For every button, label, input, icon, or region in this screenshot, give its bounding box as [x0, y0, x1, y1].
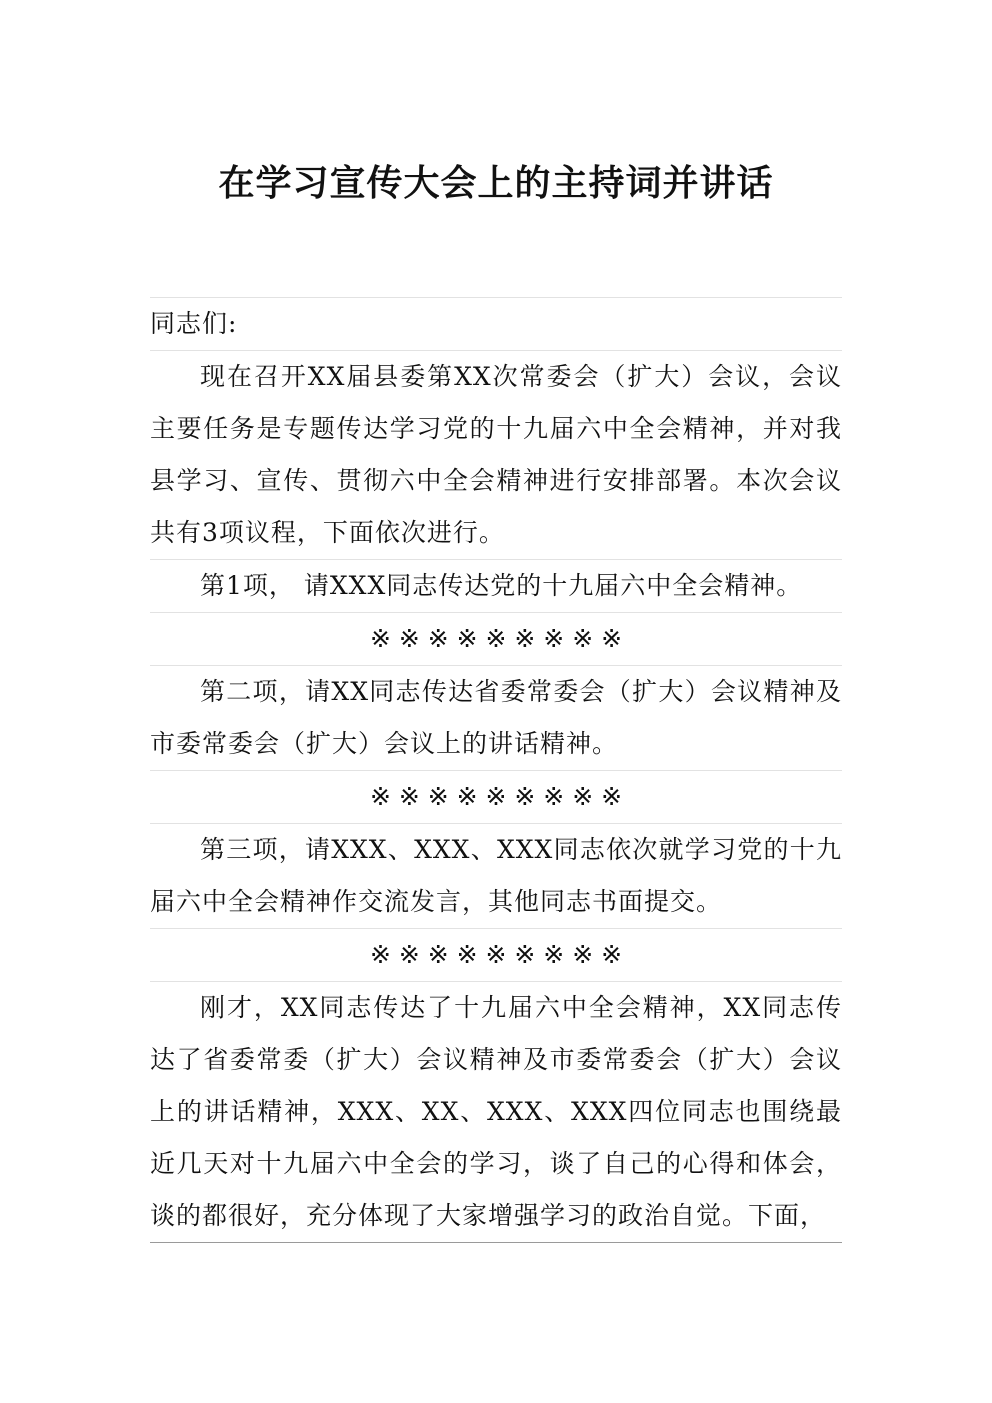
agenda-item-2: 第二项，请XX同志传达省委常委会（扩大）会议精神及市委常委会（扩大）会议上的讲话精神。	[150, 666, 842, 771]
agenda-item-1: 第1项， 请XXX同志传达党的十九届六中全会精神。	[150, 560, 842, 613]
agenda-item-3: 第三项，请XXX、XXX、XXX同志依次就学习党的十九届六中全会精神作交流发言，其他同志书面提交。	[150, 824, 842, 929]
document-title: 在学习宣传大会上的主持词并讲话	[218, 162, 774, 204]
opening-paragraph: 现在召开XX届县委第XX次常委会（扩大）会议，会议主要任务是专题传达学习党的十九届六中全会精神，并对我县学习、宣传、贯彻六中全会精神进行安排部署。本次会议共有3项议程，下面依次进行。	[150, 351, 842, 560]
separator-marks: ※ ※ ※ ※ ※ ※ ※ ※ ※	[150, 771, 842, 824]
separator-marks: ※ ※ ※ ※ ※ ※ ※ ※ ※	[150, 929, 842, 982]
summary-paragraph: 刚才，XX同志传达了十九届六中全会精神，XX同志传达了省委常委（扩大）会议精神及市委常委会（扩大）会议上的讲话精神，XXX、XX、XXX、XXX四位同志也围绕最近几天对十九届六中全会的学习，谈了自己的心得和体会，谈的都很好，充分体现了大家增强学习的政治自觉。下面，	[150, 982, 842, 1243]
separator-marks: ※ ※ ※ ※ ※ ※ ※ ※ ※	[150, 613, 842, 666]
salutation: 同志们:	[150, 298, 842, 351]
document-body	[150, 297, 842, 1243]
